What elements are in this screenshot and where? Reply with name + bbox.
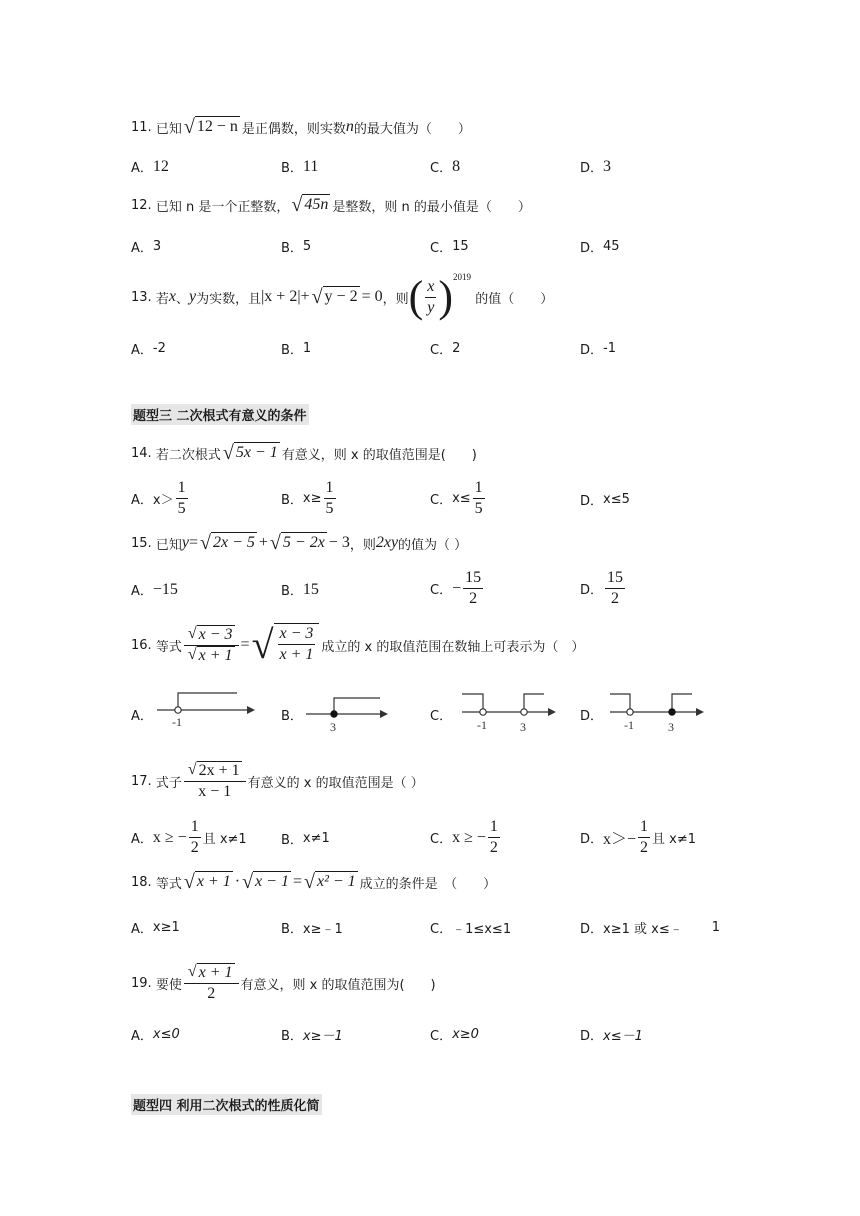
option-d: D． -1 xyxy=(580,341,616,358)
number-line-c xyxy=(460,688,560,734)
svg-text:3: 3 xyxy=(520,720,526,734)
option-c: C． 8 xyxy=(430,157,461,176)
radical: √ y − 2 xyxy=(311,286,358,308)
option-d: D． 45 xyxy=(580,239,620,256)
option-b: B． 1 xyxy=(281,341,312,358)
option-a: A． x≥1 xyxy=(131,920,180,937)
question-number: 17. xyxy=(131,773,152,789)
fraction: √ x − 3 √ x + 1 xyxy=(184,625,239,666)
option-a: A． -2 xyxy=(131,341,166,358)
section-heading: 题型四 利用二次根式的性质化简 xyxy=(131,1094,322,1115)
radical: √ x² − 1 xyxy=(303,871,356,893)
radical: √ 12 − n xyxy=(183,116,238,138)
radical: √ $\frac{x - 3}{x + 1}$ xyxy=(252,623,320,667)
option-a: A． −15 xyxy=(131,580,178,599)
option-c: C． x≥0 xyxy=(430,1027,479,1044)
svg-text:3: 3 xyxy=(668,720,674,734)
option-c: C． xyxy=(430,709,453,724)
radical: √ x − 1 xyxy=(242,871,289,893)
option-b: B． x≥ $\frac{1}{5}$ xyxy=(281,479,334,517)
option-b: B． x≥－1 xyxy=(281,1029,343,1044)
question-number: 15. xyxy=(131,535,152,551)
radical: √ 45n xyxy=(291,194,329,216)
svg-text:-1: -1 xyxy=(172,715,182,729)
number-line-b xyxy=(304,692,390,734)
exponent: 2019 xyxy=(453,272,472,282)
question-number: 11. xyxy=(131,119,152,135)
number-line-a xyxy=(155,688,255,730)
absolute-value: |x + 2| xyxy=(261,288,301,305)
fraction: √ x + 1 2 xyxy=(184,963,239,1004)
option-d: D． xyxy=(580,709,604,724)
question-14: 14. 若二次根式 √ 5x − 1 有意义，则 x 的取值范围是( ) xyxy=(131,442,477,464)
question-17: 17. 式子 √ 2x + 1 x − 1 有意义的 x 的取值范围是（ ） xyxy=(131,761,424,800)
option-c: C． ﹣1≤x≤1 xyxy=(430,922,512,937)
fraction: √ 2x + 1 x − 1 xyxy=(184,761,246,802)
option-a: A． x≤0 xyxy=(131,1027,180,1044)
option-b: B． x≠1 xyxy=(281,831,330,848)
option-b: B． 5 xyxy=(281,239,312,256)
option-b: B． 15 xyxy=(281,580,319,599)
question-18: 18. 等式 √ x + 1 · √ x − 1 = √ x² − 1 成立的条件是 （ ） xyxy=(131,871,497,893)
option-d: D． x＞− $\frac{1}{2}$ 且 x≠1 xyxy=(580,818,697,856)
option-c: C． 2 xyxy=(430,341,461,358)
option-d: D． x≥1 或 x≤﹣ 1 xyxy=(580,920,720,937)
option-d: D． 3 xyxy=(580,157,612,176)
question-16: 16. 等式 √ x − 3 √ x + 1 = √ $\frac{x - 3}{x + 1}$ 成立的 x 的取值范围在数轴上可表示为（ ） xyxy=(131,622,585,667)
question-15: 15. 已知 y = √ 2x − 5 + √ 5 − 2x − 3 ，则 2xy 的值为（ ） xyxy=(131,532,468,554)
question-19: 19. 要使 √ x + 1 2 有意义，则 x 的取值范围为( ) xyxy=(131,963,436,1002)
question-number: 19. xyxy=(131,975,152,991)
question-11: 11. 已知 √ 12 − n 是正偶数，则实数 n 的最大值为（ ） xyxy=(131,116,471,138)
question-13: 13. 若 x 、 y 为实数，且 |x + 2| + √ y − 2 = 0 ，则 ( $\frac{x}{y}$ ) $^{2019}$ 的值（ ） xyxy=(131,272,554,321)
option-d: D． x≤5 xyxy=(580,492,630,509)
radical: √ 5 − 2x xyxy=(269,532,325,554)
option-c: C． x≤ $\frac{1}{5}$ xyxy=(430,479,483,517)
option-c: C． x ≥ − $\frac{1}{2}$ xyxy=(430,818,498,856)
option-a: A． xyxy=(131,709,153,724)
option-c: C． − $\frac{15}{2}$ xyxy=(430,569,482,607)
question-number: 16. xyxy=(131,637,152,653)
option-a: A． 3 xyxy=(131,239,162,256)
option-c: C． 15 xyxy=(430,239,469,256)
option-b: B． 11 xyxy=(281,157,319,176)
svg-text:3: 3 xyxy=(330,720,336,734)
question-number: 14. xyxy=(131,445,152,461)
radical: √ x + 1 xyxy=(183,871,231,893)
svg-text:-1: -1 xyxy=(624,718,634,732)
number-line-d xyxy=(608,688,708,734)
radical: √ 2x − 5 xyxy=(199,532,255,554)
option-b: B． x≥﹣1 xyxy=(281,922,343,937)
question-number: 18. xyxy=(131,874,152,890)
question-number: 12. xyxy=(131,197,152,213)
option-d: D． $\frac{15}{2}$ xyxy=(580,569,624,607)
option-a: A． x＞ $\frac{1}{5}$ xyxy=(131,479,186,517)
fraction: $\frac{x}{y}$ xyxy=(427,277,435,316)
svg-text:-1: -1 xyxy=(477,718,487,732)
option-a: A． x ≥ − $\frac{1}{2}$ 且 x≠1 xyxy=(131,818,247,856)
question-number: 13. xyxy=(131,289,152,305)
section-heading: 题型三 二次根式有意义的条件 xyxy=(131,404,309,425)
radical: √ 5x − 1 xyxy=(222,442,278,464)
option-d: D． x≤－1 xyxy=(580,1029,643,1044)
option-b: B． xyxy=(281,709,303,724)
option-a: A． 12 xyxy=(131,157,169,176)
question-12: 12. 已知 n 是一个正整数， √ 45n 是整数，则 n 的最小值是（ ） xyxy=(131,194,531,216)
